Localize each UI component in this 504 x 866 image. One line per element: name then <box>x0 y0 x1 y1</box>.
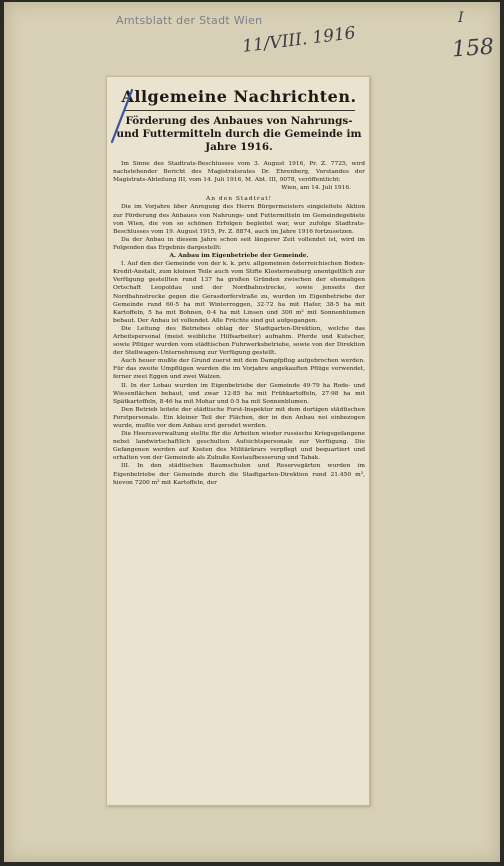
folio-number: 158 <box>451 34 495 63</box>
salutation: An den Stadtrat! <box>206 196 272 203</box>
archive-stamp: Amtsblatt der Stadt Wien <box>116 14 263 27</box>
subhead-a: A. Anbau im Eigenbetriebe der Gemeinde. <box>169 252 309 260</box>
paragraph: II. In der Lobau wurden im Eigenbetriebe der Gemeinde 49·79 ha Rode- und Wiesenflächen bebaut, und zwar 12·85 ha mit Frühkartoffeln, 27·98 ha mit Spätkartoffeln, 8·46 ha mit Mohar und 0·5 ha mit Sonnenblumen. <box>113 382 365 405</box>
paragraph: Die Heeresverwaltung stellte für die Arbeiten wieder russische Kriegsgefangene nebst landwirtschaftlich geschulten Aufsichtspersonale zur Verfügung. Die Gefangenen werden auf Kosten des Militärärars verpflegt und bequartiert und erhalten von der Gemeinde als Zubuße Kostaufbesserung und Tabak. <box>113 431 365 462</box>
section-title: Allgemeine Nachrichten. <box>121 87 357 106</box>
paragraph: I. Auf den der Gemeinde von der k. k. priv. allgemeinen österreichischen Boden-Kredit-Anstalt, zum kleinen Teile auch vom Stifte Klosterneuburg unentgeltlich zur Verfügung gestellten rund 137 ha großen Gründen zwischen der ehemaligen Ortschaft Leopoldau und der Nordbahnstrecke, sowie jenseits der Nordbahnstrecke gegen die Gerasdorferstraße zu, wurden im Eigenbetriebe der Gemeinde rund 60·5 ha mit Winterroggen, 32·72 ha mit Hafer, 38·5 ha mit Kartoffeln, 5 ha mit Bohnen, 0·4 ha mit Linsen und 300 m² mit Sonnenblumen bebaut. Der Anbau ist vollendet. Alle Früchte sind gut aufgegangen. <box>113 261 365 324</box>
place-date: Wien, am 14. Juli 1916. <box>281 185 351 192</box>
paragraph: Da der Anbau in diesem Jahre schon seit längerer Zeit vollendet ist, wird im Folgenden das Ergebnis dargestellt: <box>113 236 365 251</box>
folio-mark: I <box>458 10 464 26</box>
blue-pencil-stroke <box>108 86 136 146</box>
intro-paragraph: Im Sinne des Stadtrats-Beschlusses vom 3. August 1916, Pr. Z. 7725, wird nachstehender Bericht des Magistratsrates Dr. Ehrenberg, Vorstandes der Magistrats-Abteilung III, vom 14. Juli 1916, M. Abt. III, 9078, veröffentlicht: <box>113 161 365 184</box>
paragraph: Den Betrieb leitete der städtische Forst-Inspektor mit dem dortigen städtischen Forstpersonale. Ein kleiner Teil der Flächen, der in den Anbau nei einbezogen wurde, mußte vor dem Anbau erst gerodet werden. <box>113 406 365 429</box>
handwritten-date: 11/VIII. 1916 <box>241 23 357 57</box>
paragraph: Auch heuer mußte der Grund zuerst mit dem Dampfpflug aufgebrochen werden. Für das zweite Umpflügen wurden die im Vorjahre angekauften Pflüge verwendet, ferner zwei Eggen und zwei Walzen. <box>113 358 365 381</box>
title-rule <box>123 110 355 111</box>
newspaper-clipping <box>106 76 370 806</box>
paragraph: Die im Vorjahre über Anregung des Herrn Bürgermeisters eingeleitete Aktion zur Förderung des Anbaues von Nahrungs- und Futtermitteln im Gemeindegebiete von Wien, die von so schönen Erfolgen begleitet war, wur zufolge Stadtrats-Beschlusses vom 19. August 1915, Pr. Z. 8874, auch im Jahre 1916 fortzusetzen. <box>113 204 365 235</box>
paragraph: Die Leitung des Betriebes oblag der Stadtgarten-Direktion, welche das Arbeitspersonal (meist weibliche Hilfsarbeiter) aufnahm. Pferde und Kutscher, sowie Pflüger wurden vom städtischen Fuhrwerksbetriebe, sowie von der Direktion der Stellwagen-Unternehmung zur Verfügung gestellt. <box>113 325 365 357</box>
clipping-body <box>113 85 365 487</box>
paragraph: III. In den städtischen Baumschulen und Reservegärten wurden im Eigenbetriebe der Gemeinde durch die Stadtgarten-Direktion rund 21.450 m², hievon 7200 m² mit Kartoffeln, der <box>113 463 365 486</box>
article-headline: Förderung des Anbaues von Nahrungs- und Futtermitteln durch die Gemeinde im Jahre 1916. <box>116 115 362 153</box>
